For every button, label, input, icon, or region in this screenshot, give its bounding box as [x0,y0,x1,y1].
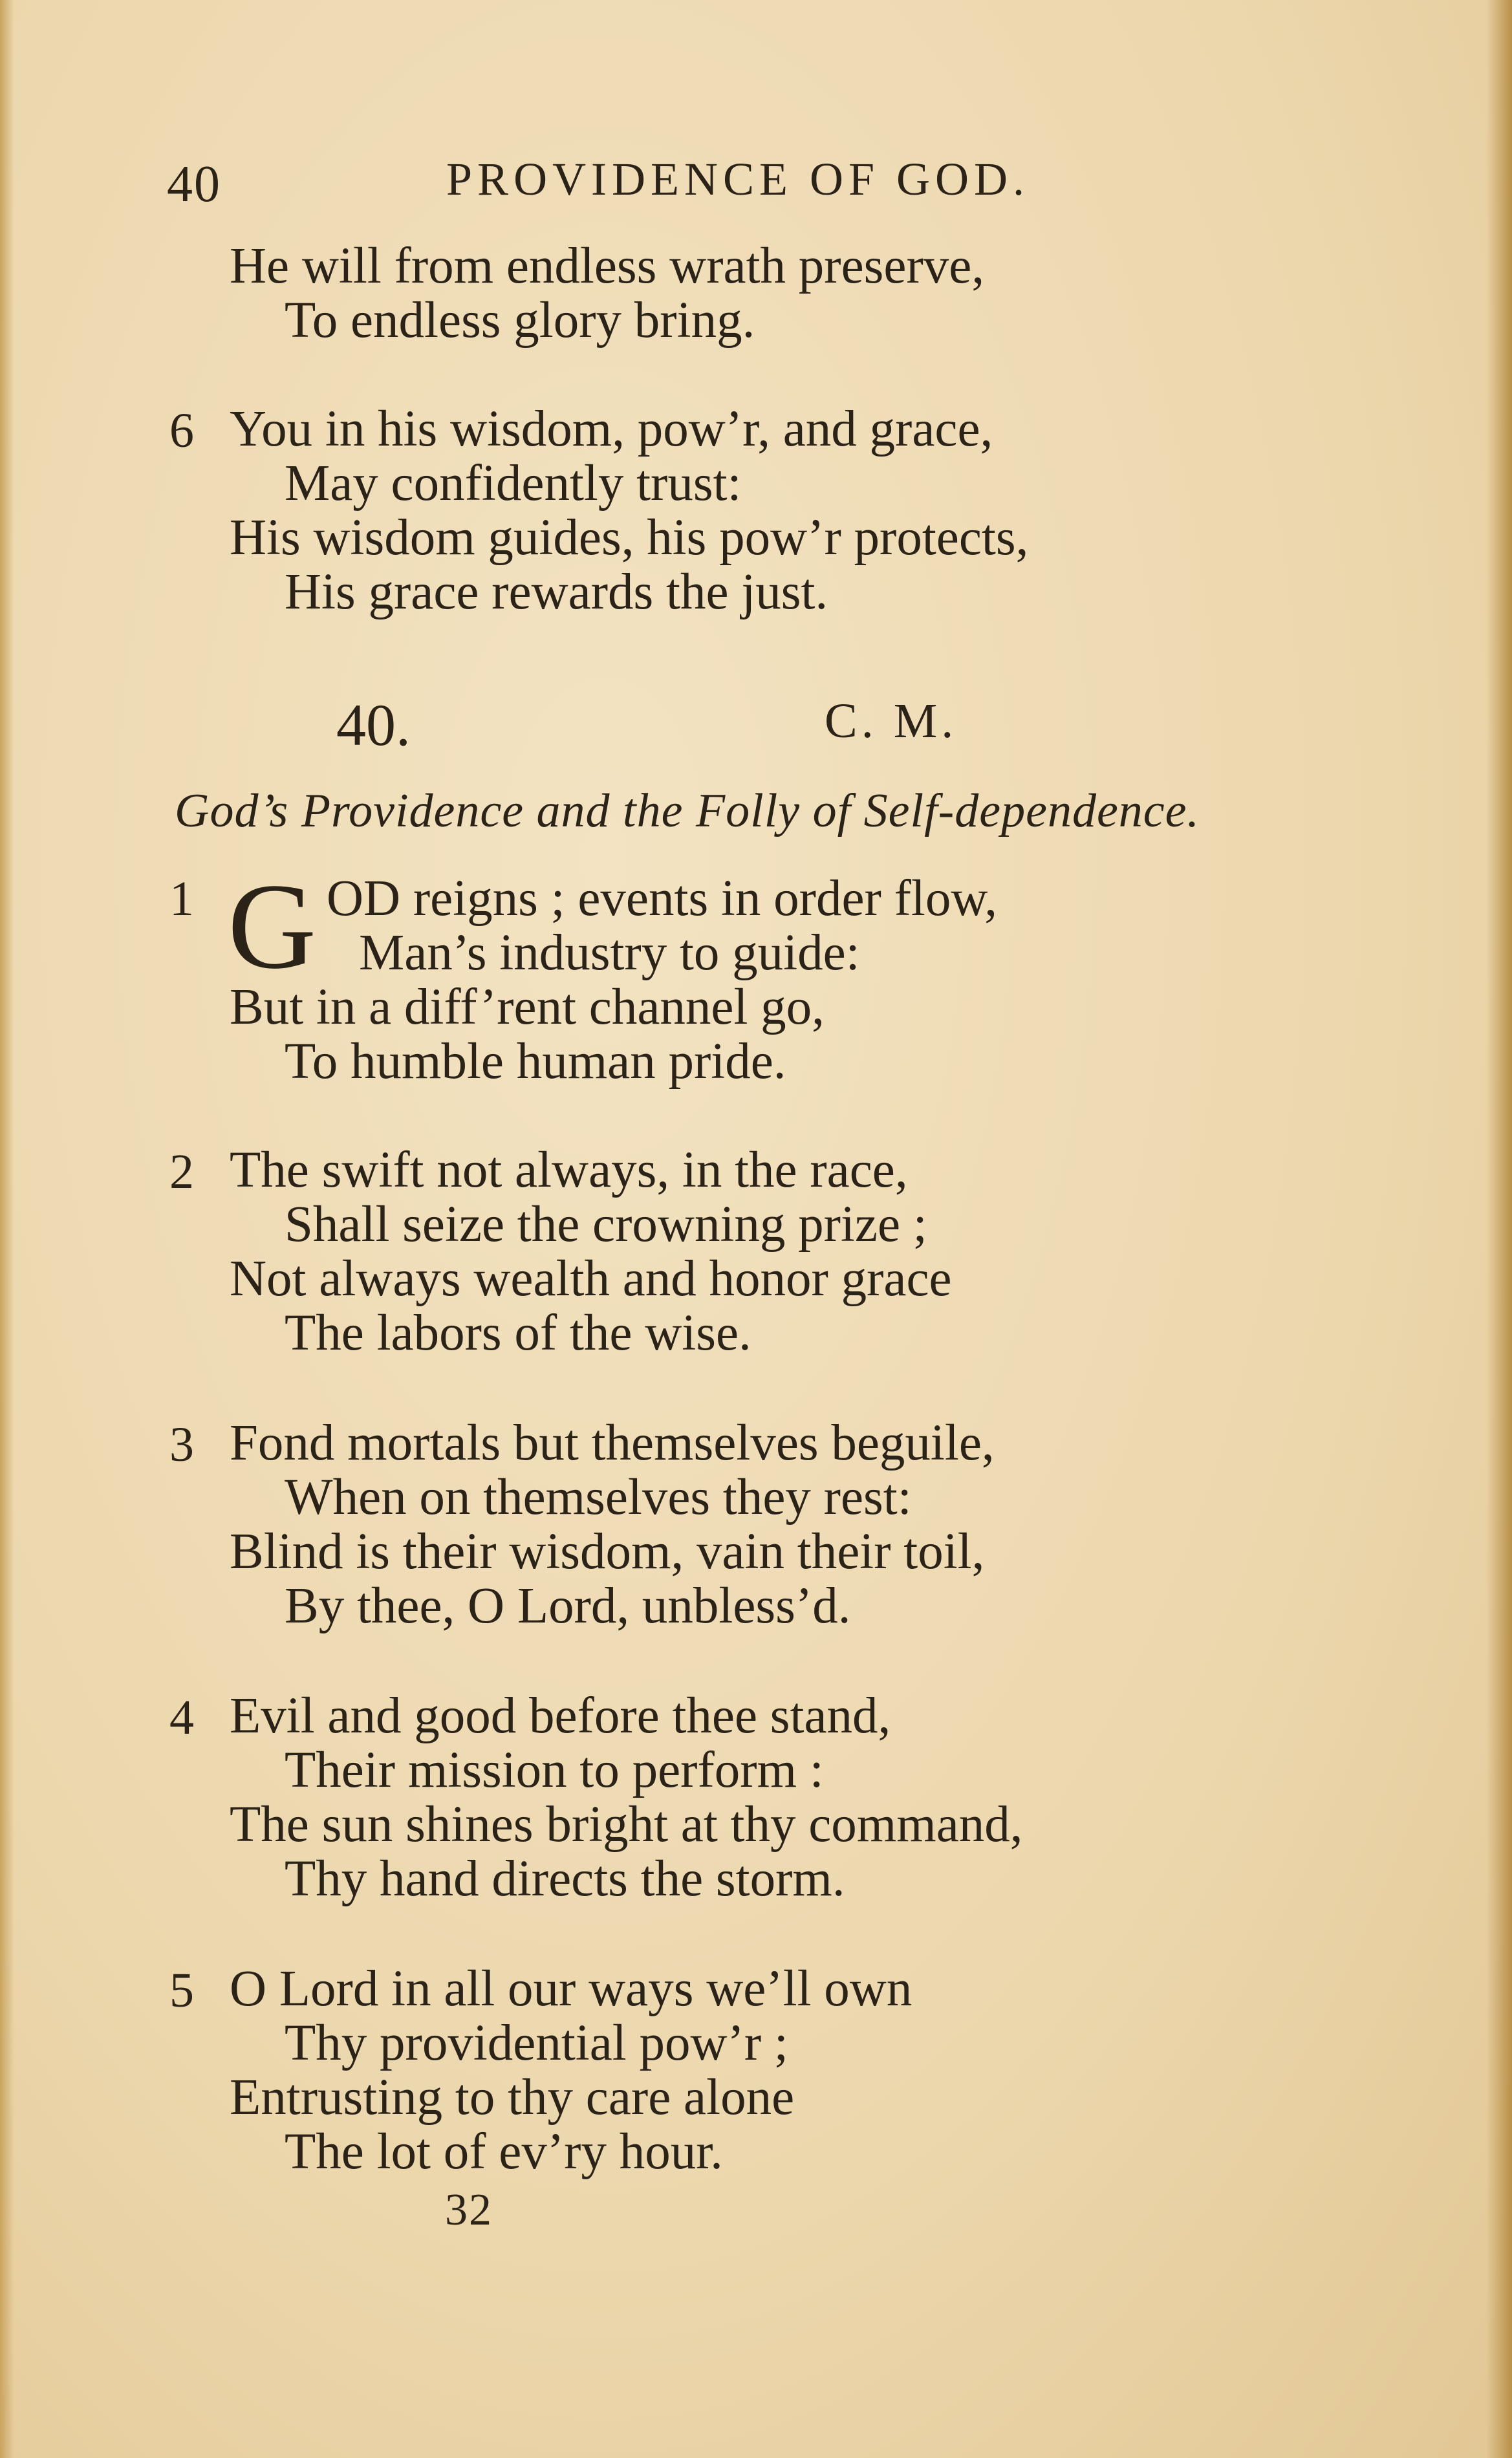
hymn-meter: C. M. [825,694,958,748]
verse-line: You in his wisdom, pow’r, and grace, [230,401,993,457]
verse-line: Entrusting to thy care alone [230,2069,795,2126]
verse-line: Shall seize the crowning prize ; [285,1196,927,1253]
verse-line: The lot of ev’ry hour. [285,2124,723,2180]
verse-line: To humble human pride. [285,1033,786,1090]
verse-line: Their mission to perform : [285,1742,824,1798]
verse-line: Evil and good before thee stand, [230,1688,891,1744]
verse-line: O Lord in all our ways we’ll own [230,1961,913,2017]
signature-mark: 32 [445,2185,493,2235]
page-number: 40 [167,156,221,213]
verse-line: The sun shines bright at thy command, [230,1796,1023,1853]
page-edge-right [1486,0,1512,2458]
verse-line: Fond mortals but themselves beguile, [230,1415,995,1471]
verse-number: 4 [169,1690,194,1745]
verse-line: But in a diff’rent channel go, [230,979,825,1035]
verse-line: When on themselves they rest: [285,1469,912,1525]
verse-line: Not always wealth and honor grace [230,1251,952,1307]
verse-line: To endless glory bring. [285,292,755,349]
verse-number: 2 [169,1145,194,1199]
verse-line: Thy hand directs the storm. [285,1851,845,1907]
verse-number: 6 [169,404,194,458]
verse-line: OD reigns ; events in order flow, [327,870,997,927]
verse-number: 3 [169,1418,194,1472]
page-edge-left [0,0,14,2458]
verse-line: May confidently trust: [285,455,742,512]
running-head: PROVIDENCE OF GOD. [446,153,1030,205]
verse-line: The labors of the wise. [285,1305,751,1361]
hymn-number: 40. [336,692,411,758]
verse-number: 1 [169,872,194,926]
verse-line: His grace rewards the just. [285,564,828,620]
hymn-title: God’s Providence and the Folly of Self-dependence. [175,784,1200,837]
drop-cap: G [228,859,317,995]
verse-line: His wisdom guides, his pow’r protects, [230,510,1029,566]
verse-line: The swift not always, in the race, [230,1142,908,1198]
verse-line: Thy providential pow’r ; [285,2015,788,2071]
verse-line: Blind is their wisdom, vain their toil, [230,1524,985,1580]
verse-line: Man’s industry to guide: [359,925,860,981]
verse-line: He will from endless wrath preserve, [230,238,985,294]
verse-line: By thee, O Lord, unbless’d. [285,1578,851,1634]
verse-number: 5 [169,1963,194,2018]
